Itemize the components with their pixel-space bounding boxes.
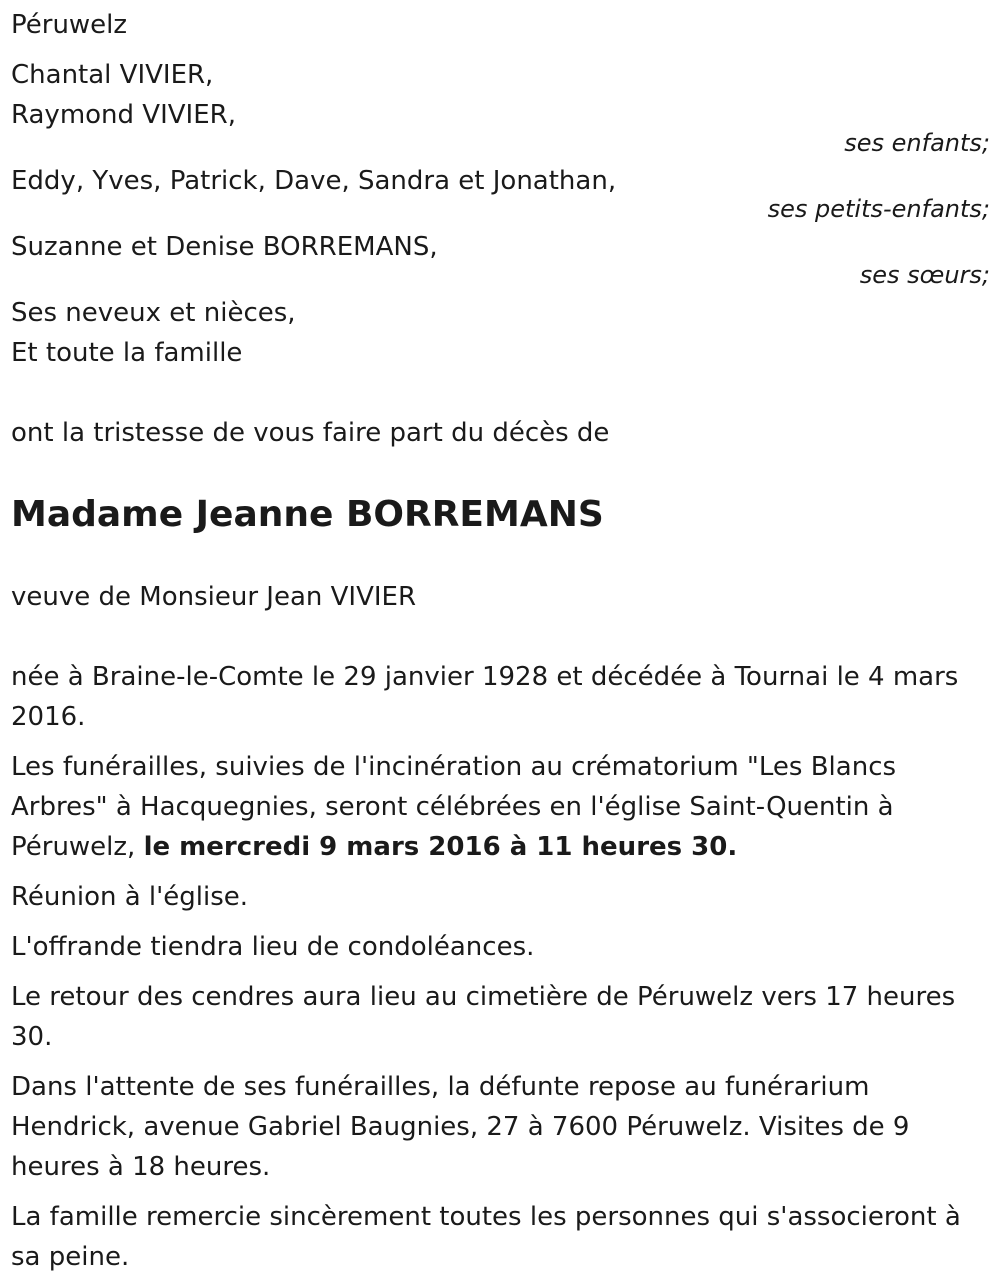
child-name-2: Raymond VIVIER,	[11, 100, 236, 130]
announcement-text: ont la tristesse de vous faire part du décès de	[11, 418, 610, 448]
offering-note: L'offrande tiendra lieu de condoléances.	[11, 932, 535, 962]
funeral-date: le mercredi 9 mars 2016 à 11 heures 30.	[143, 832, 738, 862]
visits-info: Dans l'attente de ses funérailles, la défunte repose au funérarium Hendrick, avenue Gabriel Baugnies, 27 à 7600 Péruwelz. Visites de 9 heures à 18 heures.	[11, 1072, 910, 1182]
widow-of: veuve de Monsieur Jean VIVIER	[11, 582, 417, 612]
place-header: Péruwelz	[11, 10, 128, 40]
nephews-nieces: Ses neveux et nièces,	[11, 298, 296, 328]
family-thanks: La famille remercie sincèrement toutes les personnes qui s'associeront à sa peine.	[11, 1202, 961, 1272]
whole-family: Et toute la famille	[11, 338, 243, 368]
ashes-return: Le retour des cendres aura lieu au cimetière de Péruwelz vers 17 heures 30.	[11, 982, 956, 1052]
funeral-details	[11, 747, 990, 867]
deceased-name: Madame Jeanne BORREMANS	[11, 494, 604, 535]
sisters-names: Suzanne et Denise BORREMANS,	[11, 232, 438, 262]
children-role: ses enfants;	[844, 129, 990, 157]
grandchildren-role: ses petits-enfants;	[767, 195, 990, 223]
meeting-place: Réunion à l'église.	[11, 882, 249, 912]
child-name-1: Chantal VIVIER,	[11, 60, 214, 90]
sisters-role: ses sœurs;	[859, 261, 990, 289]
birth-death: née à Braine-le-Comte le 29 janvier 1928 et décédée à Tournai le 4 mars 2016.	[11, 662, 959, 732]
funeral-text: Les funérailles, suivies de l'incinération au crématorium "Les Blancs Arbres" à Hacquegnies, seront célébrées en l'église Saint-Quentin à Péruwelz,	[11, 752, 897, 862]
grandchildren-names: Eddy, Yves, Patrick, Dave, Sandra et Jonathan,	[11, 166, 617, 196]
